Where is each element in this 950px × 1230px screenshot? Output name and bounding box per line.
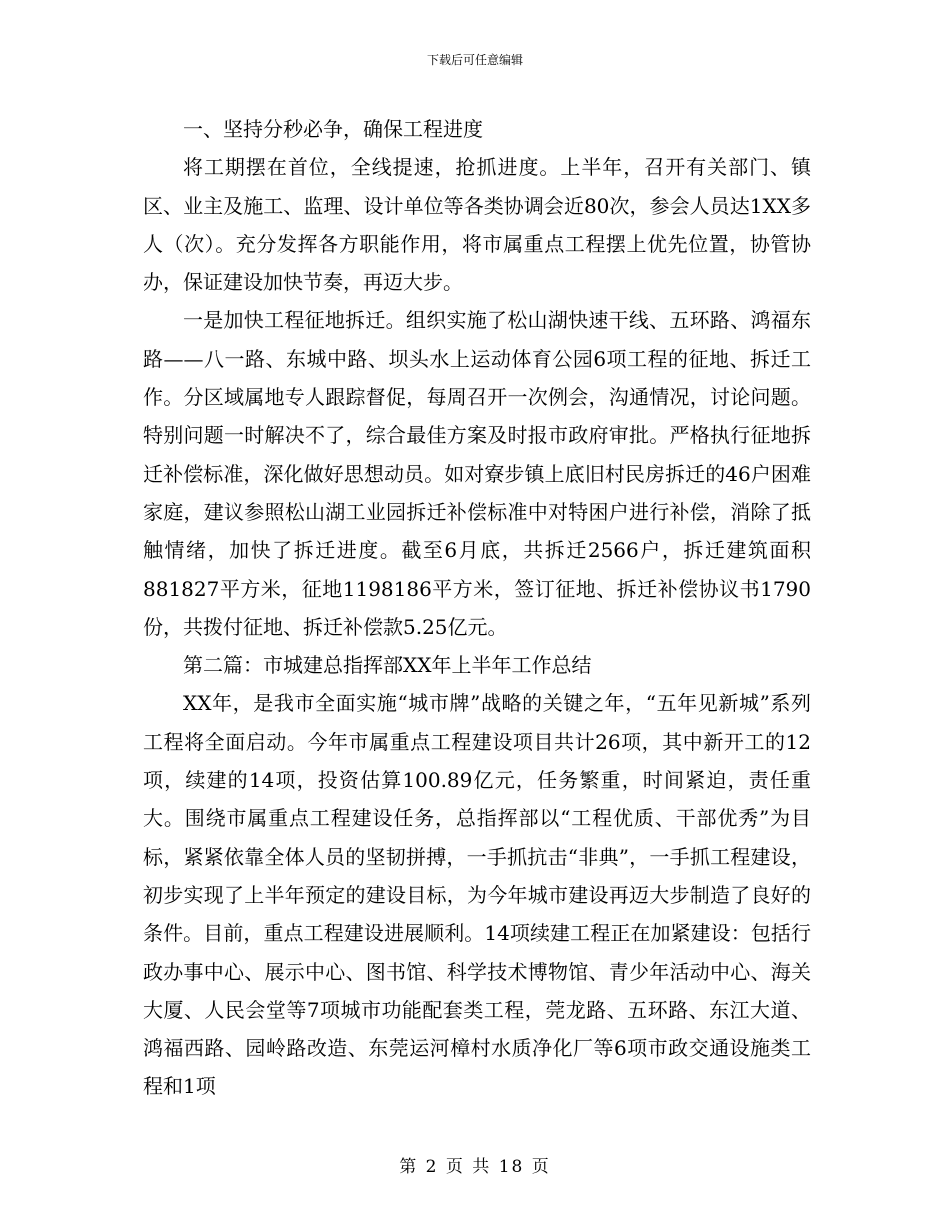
section-heading-1: 一、坚持分秒必争，确保工程进度 xyxy=(183,117,483,141)
page-number-footer: 第 2 页 共 18 页 xyxy=(399,1157,551,1177)
paragraph-1: 将工期摆在首位，全线提速，抢抓进度。上半年，召开有关部门、镇区、业主及施工、监理、设计单位等各类协调会近80次，参会人员达1XX多人（次）。充分发挥各方职能作用，将市属重点工程摆上优先位置，协管协办，保证建设加快节奏，再迈大步。 xyxy=(143,155,811,295)
paragraph-3: XX年，是我市全面实施“城市牌”战略的关键之年，“五年见新城”系列工程将全面启动。今年市属重点工程建设项目共计26项，其中新开工的12项，续建的14项，投资估算100.89亿元，任务繁重，时间紧迫，责任重大。围绕市属重点工程建设任务，总指挥部以“工程优质、干部优秀”为目标，紧紧依靠全体人员的坚韧拼搏，一手抓抗击“非典”，一手抓工程建设，初步实现了上半年预定的建设目标，为今年城市建设再迈大步制造了良好的条件。目前，重点工程建设进展顺利。14项续建工程正在加紧建设：包括行政办事中心、展示中心、图书馆、科学技术博物馆、青少年活动中心、海关大厦、人民会堂等7项城市功能配套类工程，莞龙路、五环路、东江大道、鸿福西路、园岭路改造、东莞运河樟村水质净化厂等6项市政交通设施类工程和1项 xyxy=(143,691,811,1099)
document-body xyxy=(143,110,811,1106)
section-heading-2: 第二篇：市城建总指挥部XX年上半年工作总结 xyxy=(183,653,592,678)
page-header-note: 下载后可任意编辑 xyxy=(426,53,523,67)
paragraph-2: 一是加快工程征地拆迁。组织实施了松山湖快速干线、五环路、鸿福东路——八一路、东城中路、坝头水上运动体育公园6项工程的征地、拆迁工作。分区域属地专人跟踪督促，每周召开一次例会，沟通情况，讨论问题。特别问题一时解决不了，综合最佳方案及时报市政府审批。严格执行征地拆迁补偿标准，深化做好思想动员。如对寮步镇上底旧村民房拆迁的46户困难家庭，建议参照松山湖工业园拆迁补偿标准中对特困户进行补偿，消除了抵触情绪，加快了拆迁进度。截至6月底，共拆迁2566户，拆迁建筑面积881827平方米，征地1198186平方米，签订征地、拆迁补偿协议书1790份，共拨付征地、拆迁补偿款5.25亿元。 xyxy=(143,308,811,639)
